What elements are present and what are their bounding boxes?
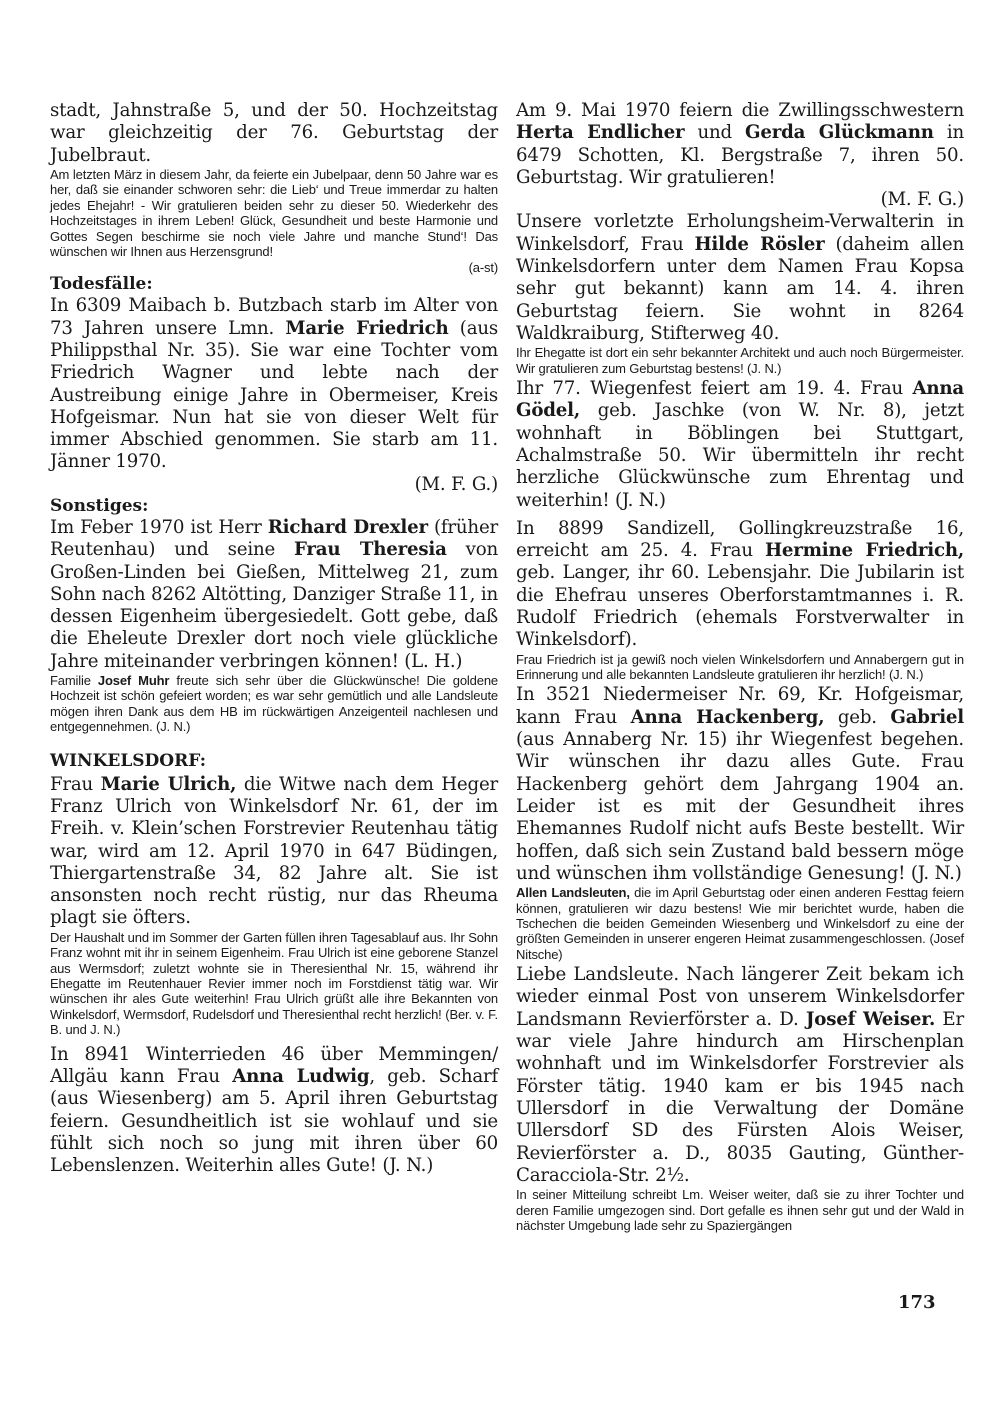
person-name: Hermine Friedrich,	[764, 540, 964, 562]
ludwig-notice	[50, 1044, 498, 1178]
weiser-details: In seiner Mitteilung schreibt Lm. Weiser weiter, daß sie zu ihrer Tochter und deren Familie umgezogen sind. Dort gefalle es ihnen sehr gut und der Wald in nächster Umgebung lade sehr zu Spaziergängen	[516, 1187, 964, 1233]
left-column	[50, 100, 498, 1177]
text: Im Feber 1970 ist Herr	[50, 517, 268, 538]
twins-notice	[516, 100, 964, 189]
text: In 8941 Winterrieden 46 über Memmingen/ Allgäu kann Frau	[50, 1043, 498, 1087]
text: Familie	[50, 673, 98, 689]
text: geb. Jaschke (von W. Nr. 8), jetzt wohnhaft in Böblingen bei Stuttgart, Achalmstraße 50. Wir übermitteln ihr recht herzliche Glückwünsche zum Ehrentag und weiterhin! (J. N.)	[516, 400, 964, 511]
goedel-notice	[516, 378, 964, 512]
person-name: Gabriel	[890, 706, 964, 728]
text: freute sich sehr über die Glückwünsche! Die goldene Hochzeit ist schön gefeiert worden; es war sehr gemütlich und alle Landsleute mögen ihren Dank aus dem HB im rückwärtigen Anzeigenteil nachlesen und entgegennehmen. (J. N.)	[50, 673, 498, 735]
heading-winkelsdorf: WINKELSDORF:	[50, 750, 206, 771]
text: und	[684, 122, 745, 144]
person-name: Anna Hackenberg,	[630, 706, 825, 728]
text: In 6309 Maibach b. Butzbach starb im Alter von 73 Jahren unsere Lmn.	[50, 295, 498, 339]
heading-todesfaelle: Todesfälle:	[50, 274, 153, 295]
person-name: Marie Friedrich	[285, 317, 449, 339]
death-signature: (M. F. G.)	[414, 473, 498, 495]
person-name: Hilde Rösler	[694, 233, 825, 255]
text: die Witwe nach dem Heger Franz Ulrich von Winkelsdorf Nr. 61, der im Freih. v. Klein’schen Forstrevier Reutenhau tätig war, wird am 12. April 1970 in 647 Büdingen, Thiergartenstraße 34, 82 Jahre alt. Sie ist ansonsten noch recht rüstig, nur das Rheuma plagt sie öfters.	[50, 773, 498, 929]
text: Unsere vorletzte Erholungsheim-Verwalterin in Winkelsdorf, Frau	[516, 211, 964, 255]
twins-signature: (M. F. G.)	[880, 189, 964, 211]
greeting-lead: Allen Landsleuten,	[516, 885, 630, 901]
person-name: Herta Endlicher	[516, 122, 685, 144]
ulrich-notice	[50, 774, 498, 930]
text: die im April Geburtstag oder einen anderen Festtag feiern können, gratulieren wir dazu bestens! Wie mir berichtet wurde, haben die Tschechen die beiden Gemeinden Wiesenberg und Winkelsdorf zu eine der größten Gemeinden in unserer engeren Heimat zusammengeschlossen. (Josef Nitsche)	[516, 885, 964, 962]
poem-paragraph: Am letzten März in diesem Jahr, da feierte ein Jubelpaar, denn 50 Jahre war es her, daß sie einander schworen sehr: die Lieb‘ und Treue immerdar zu halten jedes Ehejahr! - Wir gratulieren beiden sehr zu dieser 50. Wiederkehr des Hochzeitstages in ihrem Leben! Glück, Gesundheit und beste Harmonie und Gottes Segen beschirme sie noch viele Jahre und manche Stund‘! Das wünschen wir Ihnen aus Herzensgrund!	[50, 166, 498, 259]
death-notice	[50, 295, 498, 473]
text: In 3521 Niedermeiser Nr. 69, Kr. Hofgeismar, kann Frau	[516, 684, 964, 728]
text: (früher Reutenhau) und seine	[50, 517, 498, 561]
person-name: Josef Muhr	[97, 673, 170, 689]
text: in 6479 Schotten, Kl. Bergstraße 7, ihren 50. Geburtstag. Wir gratulieren!	[516, 122, 964, 188]
text: Liebe Landsleute. Nach längerer Zeit bekam ich wieder einmal Post von unserem Winkelsdorfer Landsmann Revierförster a. D.	[516, 964, 964, 1030]
text: Frau	[50, 773, 101, 795]
text: von Großen-Linden bei Gießen, Mittelweg 21, zum Sohn nach 8262 Altötting, Danziger Straße 11, in dessen Eigenheim übergesiedelt. Gott gebe, daß die Eheleute Drexler dort noch viele glückliche Jahre miteinander verbringen können! (L. H.)	[50, 539, 498, 672]
weiser-notice	[516, 964, 964, 1187]
muhr-notice	[50, 673, 498, 735]
person-name: Richard Drexler	[267, 517, 428, 538]
hackenberg-notice	[516, 684, 964, 885]
text: (aus Annaberg Nr. 15) ihr Wiegenfest begehen. Wir wünschen ihr dazu alles Gute. Frau Hackenberg gehört dem Jahrgang 1904 an. Leider ist es mit der Gesundheit ihres Ehemannes Rudolf nicht aufs Beste bestellt. Wir hoffen, daß sich sein Zustand bald bessern möge und wünschen ihm vollständige Genesung! (J. N.)	[516, 729, 964, 884]
roesler-notice	[516, 211, 964, 345]
text: Ihr 77. Wiegenfest feiert am 19. 4. Frau	[516, 378, 913, 400]
poem-signature: (a-st)	[468, 260, 498, 276]
paragraph-jubelbraut: stadt, Jahnstraße 5, und der 50. Hochzeitstag war gleichzeitig der 76. Geburtstag der Jubelbraut.	[50, 100, 498, 166]
person-name: Marie Ulrich,	[100, 773, 237, 795]
drexler-notice	[50, 517, 498, 673]
person-name: Anna Gödel,	[516, 378, 964, 422]
right-column	[516, 100, 964, 1235]
text: Er war viele Jahre hindurch am Hirschenplan wohnhaft und im Winkelsdorfer Forstrevier als Förster tätig. 1940 kam er bis 1945 nach Ullersdorf in die Verwaltung der Domäne Ullersdorf SD des Fürsten Alois Weiser, Revierförster a. D., 8035 Gauting, Günther-Caracciola-Str. 2½.	[516, 1008, 964, 1186]
person-name: Josef Weiser.	[805, 1008, 936, 1030]
heading-sonstiges: Sonstiges:	[50, 496, 149, 516]
hermine-notice	[516, 518, 964, 652]
person-name: Gerda Glückmann	[744, 122, 934, 144]
person-name: Anna Ludwig	[232, 1065, 370, 1087]
page-number: 173	[898, 1292, 936, 1313]
text: geb. Langer, ihr 60. Lebensjahr. Die Jubilarin ist die Ehefrau unseres Oberforstamtmannes i. R. Rudolf Friedrich (ehemals Forstverwalter in Winkelsdorf).	[516, 562, 964, 651]
person-name: Frau Theresia	[294, 539, 447, 561]
text: (daheim allen Winkelsdorfern unter dem Namen Frau Kopsa sehr gut bekannt) kann am 14. 4. ihren Geburtstag feiern. Sie wohnt in 8264 Waldkraiburg, Stifterweg 40.	[516, 233, 965, 344]
text: (aus Philippsthal Nr. 35). Sie war eine Tochter vom Friedrich Wagner und lebte nach der Austreibung einige Jahre in Obermeiser, Kreis Hofgeismar. Nun hat sie von dieser Welt für immer Abschied genommen. Sie starb am 11. Jänner 1970.	[50, 317, 498, 473]
text: , geb. Scharf (aus Wiesenberg) am 5. April ihren Geburtstag feiern. Gesundheitlich ist sie wohlauf und sie fühlt sich noch so jung mit ihren über 60 Lebenslenzen. Weiterhin alles Gute! (J. N.)	[50, 1065, 498, 1177]
ulrich-details: Der Haushalt und im Sommer der Garten füllen ihren Tagesablauf aus. Ihr Sohn Franz wohnt mit ihr in seinem Eigenheim. Frau Ulrich ist eine geborene Stanzel aus Wermsdorf; zuletzt wohnte sie in Theresienthal Nr. 15, während ihr Ehegatte im Reutenhauer Revier immer noch im Forstdienst tätig war. Wir wünschen ihr ales Gute weiterhin! Frau Ulrich grüßt alle ihre Bekannten von Winkelsdorf, Wermsdorf, Rudelsdorf und Theresienthal recht herzlich! (Ber. v. F. B. und J. N.)	[50, 929, 498, 1038]
roesler-details: Ihr Ehegatte ist dort ein sehr bekannter Architekt und auch noch Bürgermeister. Wir gratulieren zum Geburtstag bestens! (J. N.)	[516, 345, 964, 376]
allen-landsleuten-notice	[516, 885, 964, 962]
text: geb.	[824, 706, 891, 728]
text: Am 9. Mai 1970 feiern die Zwillingsschwestern	[516, 100, 964, 121]
hermine-details: Frau Friedrich ist ja gewiß noch vielen Winkelsdorfern und Annabergern gut in Erinnerung und alle bekannten Landsleute gratulieren ihr herzlich! (J. N.)	[516, 651, 964, 683]
text: In 8899 Sandizell, Gollingkreuzstraße 16, erreicht am 25. 4. Frau	[516, 517, 964, 562]
